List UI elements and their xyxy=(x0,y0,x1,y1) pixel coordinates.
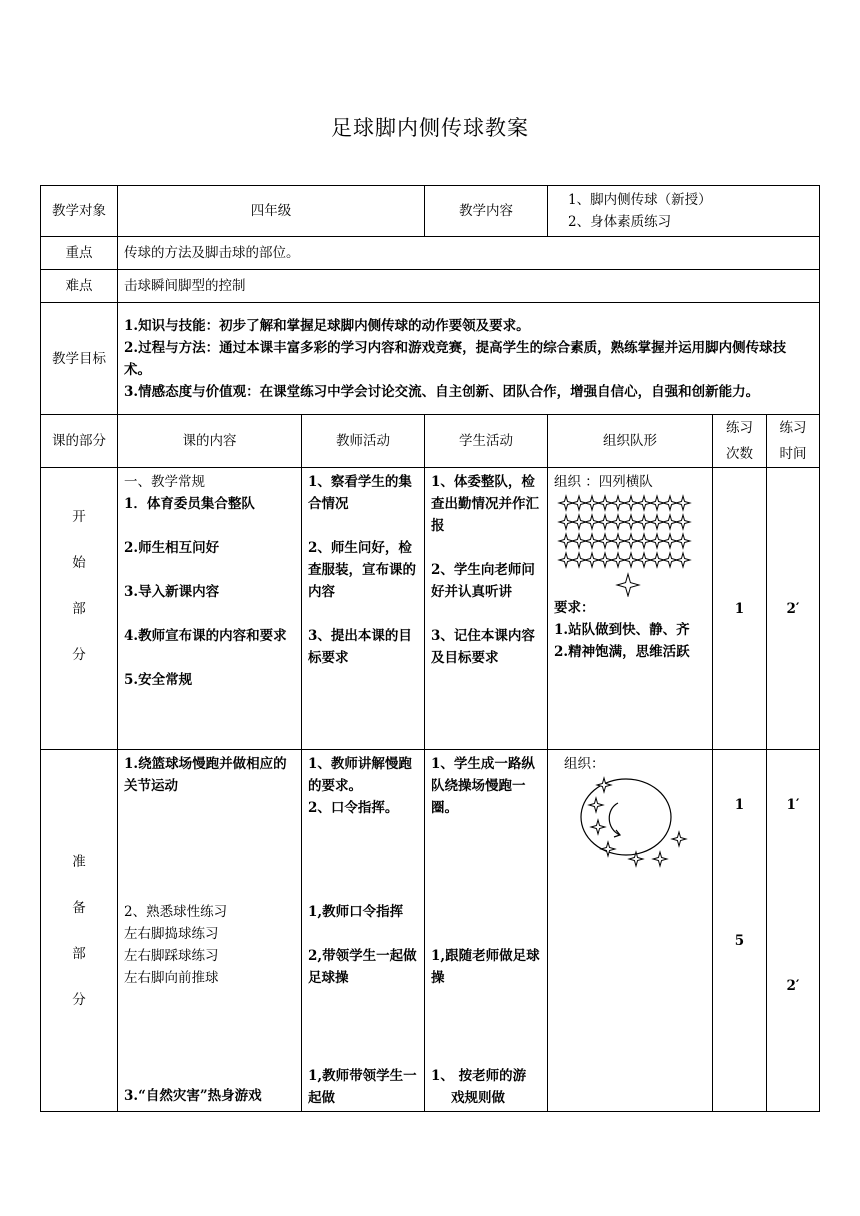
runner-star-icon xyxy=(591,820,605,834)
key-label: 重点 xyxy=(41,237,118,270)
start-content xyxy=(118,468,302,750)
goal-item: 1.知识与技能：初步了解和掌握足球脚内侧传球的动作要领及要求。 xyxy=(124,317,530,334)
prep-formation: 组织： xyxy=(548,750,713,1112)
grade-value: 四年级 xyxy=(118,186,425,237)
header-duration: 练习时间 xyxy=(767,415,820,468)
start-duration: 2′ xyxy=(767,468,820,750)
content-label: 教学内容 xyxy=(425,186,548,237)
content-line: 1．体育委员集合整队 xyxy=(124,496,255,512)
runner-star-icon xyxy=(629,852,643,866)
content-line: 2.师生相互问好 xyxy=(124,540,220,556)
content-line: 一、教学常规 xyxy=(124,474,205,490)
content-items xyxy=(548,186,820,237)
runner-star-icon xyxy=(589,798,603,812)
prep-times: 1 5 xyxy=(713,750,767,1112)
start-part: 开 始 部 分 xyxy=(41,468,118,750)
content-line: 4.教师宣布课的内容和要求 xyxy=(124,628,287,644)
page-title: 足球脚内侧传球教案 xyxy=(331,116,529,140)
jogging-circle-diagram xyxy=(554,775,704,875)
header-teacher: 教师活动 xyxy=(302,415,425,468)
prep-duration: 1′ 2′ xyxy=(767,750,820,1112)
content-line: 5.安全常规 xyxy=(124,672,193,688)
student-star-icon xyxy=(676,496,690,510)
prep-student: 1、学生成一路纵队绕操场慢跑一圈。 1,跟随老师做足球操 1、 按老师的游 戏规则做 xyxy=(425,750,548,1112)
content-item: 2、身体素质练习 xyxy=(568,214,672,230)
difficult-text: 击球瞬间脚型的控制 xyxy=(118,270,820,303)
goal-label: 教学目标 xyxy=(41,303,118,415)
content-line: 3.导入新课内容 xyxy=(124,584,220,600)
student-star-icon xyxy=(676,515,690,529)
content-item: 1、脚内侧传球（新授） xyxy=(568,192,712,208)
runner-star-icon xyxy=(597,778,611,792)
header-content: 课的内容 xyxy=(118,415,302,468)
four-row-formation-diagram xyxy=(554,493,704,597)
header-times: 练习次数 xyxy=(713,415,767,468)
lesson-plan-table xyxy=(40,185,820,1112)
goals xyxy=(118,303,820,415)
goal-item: 2.过程与方法：通过本课丰富多彩的学习内容和游戏竞赛，提高学生的综合素质，熟练掌握并运用脚内侧传球技术。 xyxy=(124,339,787,378)
start-teacher: 1、察看学生的集合情况 2、师生问好，检查服装，宣布课的内容 3、提出本课的目标要求 xyxy=(302,468,425,750)
header-part: 课的部分 xyxy=(41,415,118,468)
prep-teacher: 1、教师讲解慢跑的要求。 2、口令指挥。 1,教师口令指挥 2,带领学生一起做足球操 1,教师带领学生一起做 xyxy=(302,750,425,1112)
goal-item: 3.情感态度与价值观：在课堂练习中学会讨论交流、自主创新、团队合作，增强自信心，自强和创新能力。 xyxy=(124,383,760,400)
teacher-star-icon xyxy=(617,574,639,596)
key-text: 传球的方法及脚击球的部位。 xyxy=(118,237,820,270)
student-star-icon xyxy=(676,553,690,567)
start-formation: 组织 ：四列横队 要求： 1.站队做到快、静、齐 2.精神饱满，思维活跃 xyxy=(548,468,713,750)
target-label: 教学对象 xyxy=(41,186,118,237)
prep-part: 准 备 部 分 xyxy=(41,750,118,1112)
runner-star-icon xyxy=(672,832,686,846)
header-formation: 组织队形 xyxy=(548,415,713,468)
runner-star-icon xyxy=(653,852,667,866)
difficult-label: 难点 xyxy=(41,270,118,303)
start-student: 1、体委整队，检查出勤情况并作汇报 2、学生向老师问好并认真听讲 3、记住本课内容及目标要求 xyxy=(425,468,548,750)
header-student: 学生活动 xyxy=(425,415,548,468)
start-times: 1 xyxy=(713,468,767,750)
student-star-icon xyxy=(676,534,690,548)
prep-content: 1.绕篮球场慢跑并做相应的关节运动 2、熟悉球性练习 左右脚捣球练习 左右脚踩球练习 左右脚向前推球 3.“自然灾害”热身游戏 xyxy=(118,750,302,1112)
